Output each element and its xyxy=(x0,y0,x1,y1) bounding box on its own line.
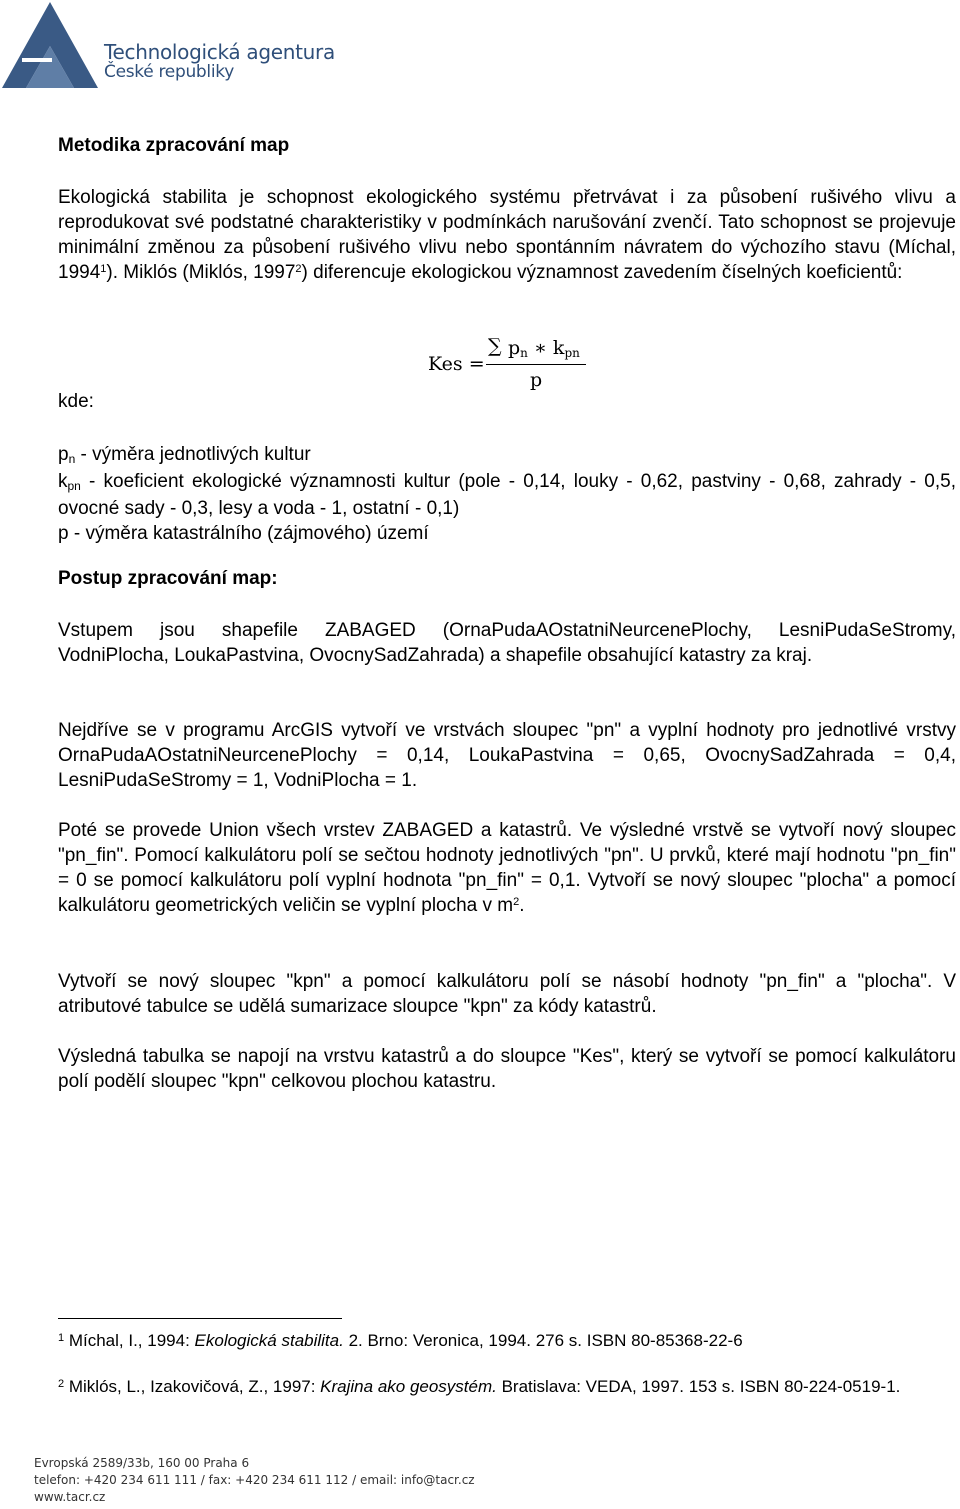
paragraph-5 xyxy=(58,1044,956,1094)
def-sub: n xyxy=(68,452,76,466)
org-name-line1: Technologická agentura xyxy=(104,40,335,64)
definition-pn xyxy=(58,442,956,469)
section-title: Postup zpracování map: xyxy=(58,568,278,589)
footnote-text: Bratislava: VEDA, 1997. 153 s. ISBN 80-224-0519-1. xyxy=(496,1377,901,1396)
formula-times: ∗ xyxy=(533,337,547,359)
definition-p xyxy=(58,521,956,546)
footer-web-link[interactable]: www.tacr.cz xyxy=(34,1490,106,1504)
def-symbol: p xyxy=(58,444,69,465)
def-text: - výměra katastrálního (zájmového) území xyxy=(68,523,429,544)
footer-contact: telefon: +420 234 611 111 / fax: +420 234 611 112 / email: info@tacr.cz xyxy=(34,1473,475,1487)
paragraph-2 xyxy=(58,718,956,793)
footnote-text: Míchal, I., 1994: xyxy=(64,1331,195,1350)
tacr-logo-icon xyxy=(0,0,102,90)
paragraph-1 xyxy=(58,618,956,668)
def-symbol: k xyxy=(58,471,68,492)
paragraph-1-text: Vstupem jsou shapefile ZABAGED (OrnaPudaAOstatniNeurcenePlochy, LesniPudaSeStromy, VodniPlocha, LoukaPastvina, OvocnySadZahrada) a shapefile obsahující katastry za kraj. xyxy=(58,620,956,666)
formula-denominator: p xyxy=(530,369,543,391)
superscript: 2 xyxy=(513,896,520,908)
formula-k-sub: pn xyxy=(564,346,580,360)
def-sub: pn xyxy=(67,479,81,493)
kde-label: kde: xyxy=(58,391,94,412)
paragraph-3 xyxy=(58,818,956,918)
intro-text-3: ) diferencuje ekologickou významnost zavedením číselných koeficientů: xyxy=(301,262,903,283)
footnote-ref-1: 1 xyxy=(100,263,107,275)
footnote-number: 1 xyxy=(58,1332,65,1344)
paragraph-5-text: Výsledná tabulka se napojí na vrstvu katastrů a do sloupce "Kes", který se vytvoří se pomocí kalkulátoru polí podělí sloupec "kpn" celkovou plochou katastru. xyxy=(58,1046,956,1092)
paragraph-2-text: Nejdříve se v programu ArcGIS vytvoří ve vrstvách sloupec "pn" a vyplní hodnoty pro jednotlivé vrstvy OrnaPudaAOstatniNeurcenePlochy = 0,14, LoukaPastvina = 0,65, OvocnySadZahrada = 0,4, LesniPudaSeStromy = 1, VodniPlocha = 1. xyxy=(58,720,956,791)
paragraph-3-text: Poté se provede Union všech vrstev ZABAGED a katastrů. Ve výsledné vrstvě se vytvoří nový sloupec "pn_fin". Pomocí kalkulátoru polí se sečtou hodnoty jednotlivých "pn". U prvků, které mají hodnotu "pn_fin" = 0 se pomocí kalkulátoru polí vyplní hodnota "pn_fin" = 0,1. Vytvoří se nový sloupec "plocha" a pomocí kalkulátoru geometrických veličin se vyplní plocha v m xyxy=(58,820,956,916)
paragraph-3-end: . xyxy=(519,895,525,916)
formula-k: k xyxy=(552,337,565,359)
intro-text-2: ). Miklós (Miklós, 1997 xyxy=(106,262,296,283)
page-title: Metodika zpracování map xyxy=(58,135,290,156)
logo xyxy=(0,0,340,90)
org-name-line2: České republiky xyxy=(104,62,234,82)
intro-paragraph xyxy=(58,185,956,285)
page-footer xyxy=(34,1455,475,1506)
footnote-title: Ekologická stabilita. xyxy=(194,1331,344,1350)
formula-numerator xyxy=(508,337,580,359)
footnote-text: Miklós, L., Izakovičová, Z., 1997: xyxy=(64,1377,321,1396)
footnote-title: Krajina ako geosystém. xyxy=(320,1377,497,1396)
footnote-number: 2 xyxy=(58,1378,65,1390)
formula-p-sub: n xyxy=(520,346,528,360)
definition-kpn xyxy=(58,469,956,521)
footnote-1 xyxy=(58,1330,956,1352)
def-symbol: p xyxy=(58,523,69,544)
definitions-list xyxy=(58,442,956,546)
footnote-text: 2. Brno: Veronica, 1994. 276 s. ISBN 80-85368-22-6 xyxy=(343,1331,743,1350)
formula-fraction-bar xyxy=(486,364,586,365)
paragraph-4-text: Vytvoří se nový sloupec "kpn" a pomocí kalkulátoru polí se násobí hodnoty "pn_fin" a "plocha". V atributové tabulce se udělá sumarizace sloupce "kpn" za kódy katastrů. xyxy=(58,971,956,1017)
footnote-2 xyxy=(58,1376,956,1398)
footer-address: Evropská 2589/33b, 160 00 Praha 6 xyxy=(34,1456,250,1470)
formula-p: p xyxy=(508,337,521,359)
formula-lhs: Kes = xyxy=(428,353,485,375)
footnote-divider xyxy=(58,1318,342,1319)
intro-text-1: Ekologická stabilita je schopnost ekologického systému přetrvávat i za působení rušivého vlivu a reprodukovat své podstatné charakteristiky v podmínkách narušování zvenčí. Tato schopnost se projevuje minimální změnou za působení rušivého vlivu nebo spontánním návratem do výchozího stavu (Míchal, 1994 xyxy=(58,187,956,283)
footnote-ref-2: 2 xyxy=(295,263,302,275)
kes-formula xyxy=(428,335,598,395)
def-text: - koeficient ekologické významnosti kultur (pole - 0,14, louky - 0,62, pastviny - 0,68, zahrady - 0,5, ovocné sady - 0,3, lesy a voda - 1, ostatní - 0,1) xyxy=(58,471,956,519)
paragraph-4 xyxy=(58,969,956,1019)
def-text: - výměra jednotlivých kultur xyxy=(75,444,311,465)
formula-sum-sign: ∑ xyxy=(488,335,502,357)
